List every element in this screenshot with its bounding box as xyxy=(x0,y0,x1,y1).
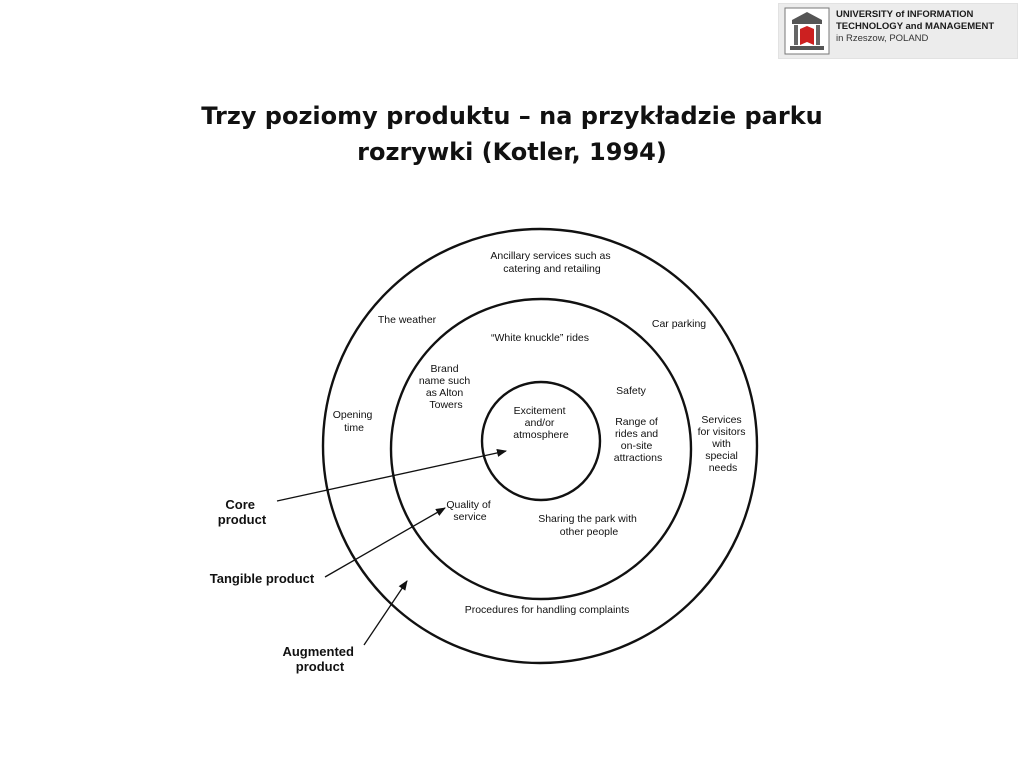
tangible-product-callout: Tangible product xyxy=(209,571,315,586)
car-parking-label: Car parking xyxy=(651,318,707,330)
ancillary-services-label: Ancillary services such as catering and retailing xyxy=(490,250,611,275)
tangible-product-arrow xyxy=(325,508,445,577)
quality-of-service-label: Quality of service xyxy=(446,499,491,523)
complaints-procedures-label: Procedures for handling complaints xyxy=(464,604,630,616)
logo-line-1: UNIVERSITY of INFORMATION xyxy=(836,9,974,20)
safety-label: Safety xyxy=(616,385,646,397)
augmented-product-callout: Augmented product xyxy=(282,644,354,674)
weather-label: The weather xyxy=(377,314,437,326)
range-of-rides-label: Range of rides and on-site attractions xyxy=(613,416,663,464)
brand-name-label: Brand name such as Alton Towers xyxy=(418,363,471,411)
core-product-callout: Core product xyxy=(217,497,267,527)
page-title-line-1: Trzy poziomy produktu – na przykładzie parku xyxy=(201,102,823,130)
opening-time-label: Opening time xyxy=(332,409,373,434)
page-title-line-2: rozrywki (Kotler, 1994) xyxy=(357,138,667,166)
logo-line-2: TECHNOLOGY and MANAGEMENT xyxy=(836,21,995,32)
services-for-visitors-label: Services for visitors with special needs xyxy=(697,414,746,474)
core-product-ring xyxy=(482,382,600,500)
white-knuckle-rides-label: “White knuckle” rides xyxy=(490,332,590,344)
sharing-the-park-label: Sharing the park with other people xyxy=(538,513,637,538)
logo-line-3: in Rzeszow, POLAND xyxy=(836,33,929,44)
core-label: Excitement and/or atmosphere xyxy=(513,405,569,441)
